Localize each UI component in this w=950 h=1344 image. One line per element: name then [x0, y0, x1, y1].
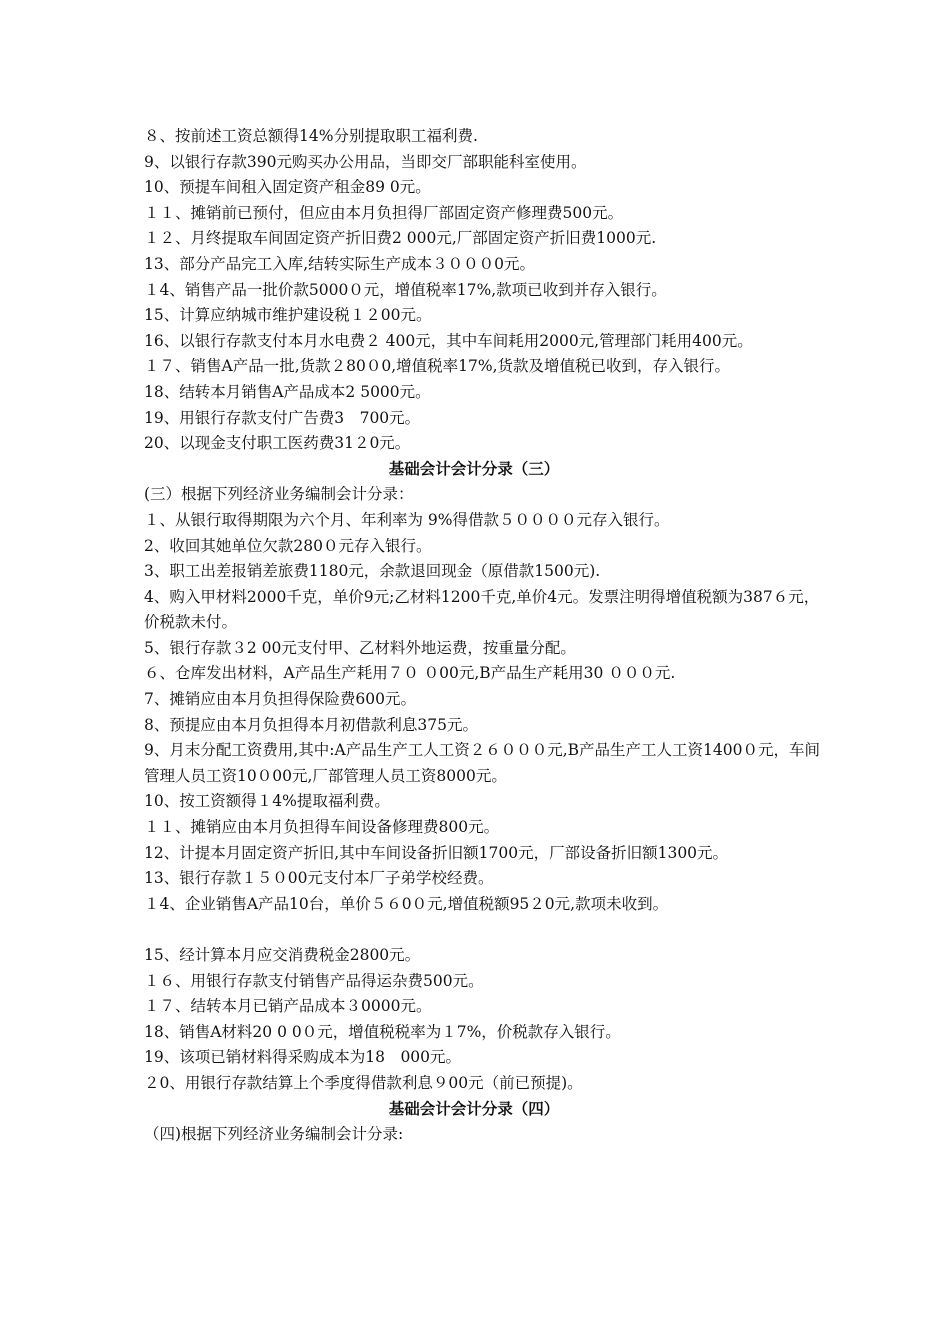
section-heading-3: 基础会计会计分录（三） — [388, 459, 560, 478]
list-item: 19、用银行存款支付广告费3 700元。 — [144, 408, 421, 427]
list-item: １4、销售产品一批价款5000０元，增值税率17%,款项已收到并存入银行。 — [144, 280, 667, 299]
document-body — [144, 124, 824, 1148]
section-heading-4: 基础会计会计分录（四） — [388, 1099, 560, 1118]
list-item: 15、经计算本月应交消费税金2800元。 — [144, 946, 421, 964]
list-item: 13、银行存款１５０00元支付本厂子弟学校经费。 — [144, 869, 494, 888]
blank-line — [144, 917, 824, 943]
list-item: 10、预提车间租入固定资产租金89 0元。 — [144, 178, 431, 197]
list-item: １７、销售A产品一批,货款２80０0,增值税率17%,货款及增值税已收到，存入银行。 — [144, 357, 731, 376]
list-item: 7、摊销应由本月负担得保险费600元。 — [144, 690, 416, 709]
list-item: 13、部分产品完工入库,结转实际生产成本３０００0元。 — [144, 254, 536, 273]
list-item: 12、计提本月固定资产折旧,其中车间设备折旧额1700元，厂部设备折旧额1300元。 — [144, 843, 729, 862]
list-item: 10、按工资额得１4%提取福利费。 — [144, 792, 390, 811]
list-item: 20、以现金支付职工医药费31２0元。 — [144, 434, 411, 453]
list-item: ８、按前述工资总额得14%分别提取职工福利费. — [144, 127, 478, 145]
list-item: 9、月末分配工资费用,其中:A产品生产工人工资２６０００元,B产品生产工人工资1400０元，车间管理人员工资10０00元,厂部管理人员工资8000元。 — [144, 741, 820, 785]
list-item: １６、用银行存款支付销售产品得运杂费500元。 — [144, 971, 484, 990]
list-item: １７、结转本月已销产品成本３0000元。 — [144, 997, 432, 1016]
list-item: １4、企业销售A产品10台，单价５６0０元,增值税额95２0元,款项未收到。 — [144, 894, 669, 913]
list-item: 8、预提应由本月负担得本月初借款利息375元。 — [144, 715, 478, 734]
list-item: １２、月终提取车间固定资产折旧费2 000元,厂部固定资产折旧费1000元. — [144, 229, 657, 248]
list-item: ２0、用银行存款结算上个季度得借款利息９00元（前已预提)。 — [144, 1073, 583, 1092]
list-item: 19、该项已销材料得采购成本为18 000元。 — [144, 1048, 462, 1067]
section-2-list — [144, 124, 824, 457]
list-item: １１、摊销应由本月负担得车间设备修理费800元。 — [144, 818, 500, 837]
list-item: １１、摊销前已预付，但应由本月负担得厂部固定资产修理费500元。 — [144, 203, 624, 222]
list-item: ６、仓库发出材料，A产品生产耗用７０ ０00元,B产品生产耗用30 ０００元. — [144, 664, 676, 683]
list-item: 4、购入甲材料2000千克，单价9元;乙材料1200千克,单价4元。发票注明得增值税额为387６元，价税款未付。 — [144, 587, 820, 632]
list-item: 18、销售A材料20 0 0０元，增值税税率为１7%，价税款存入银行。 — [144, 1022, 621, 1041]
section-intro-4: （四)根据下列经济业务编制会计分录: — [144, 1125, 404, 1144]
section-intro-3: (三）根据下列经济业务编制会计分录： — [144, 485, 414, 504]
list-item: 3、职工出差报销差旅费1180元，余款退回现金（原借款1500元). — [144, 562, 601, 581]
list-item: 2、收回其她单位欠款280０元存入银行。 — [144, 536, 432, 555]
section-3-list — [144, 508, 824, 1097]
list-item: 16、以银行存款支付本月水电费２ 400元，其中车间耗用2000元,管理部门耗用400元。 — [144, 331, 753, 350]
list-item: １、从银行取得期限为六个月、年利率为 9%得借款５００００元存入银行。 — [144, 510, 670, 529]
list-item: 18、结转本月销售A产品成本2 5000元。 — [144, 382, 431, 401]
list-item: 9、以银行存款390元购买办公用品，当即交厂部职能科室使用。 — [144, 152, 587, 171]
list-item: 5、银行存款３2 00元支付甲、乙材料外地运费，按重量分配。 — [144, 638, 576, 657]
list-item: 15、计算应纳城市维护建设税１２00元。 — [144, 306, 432, 325]
